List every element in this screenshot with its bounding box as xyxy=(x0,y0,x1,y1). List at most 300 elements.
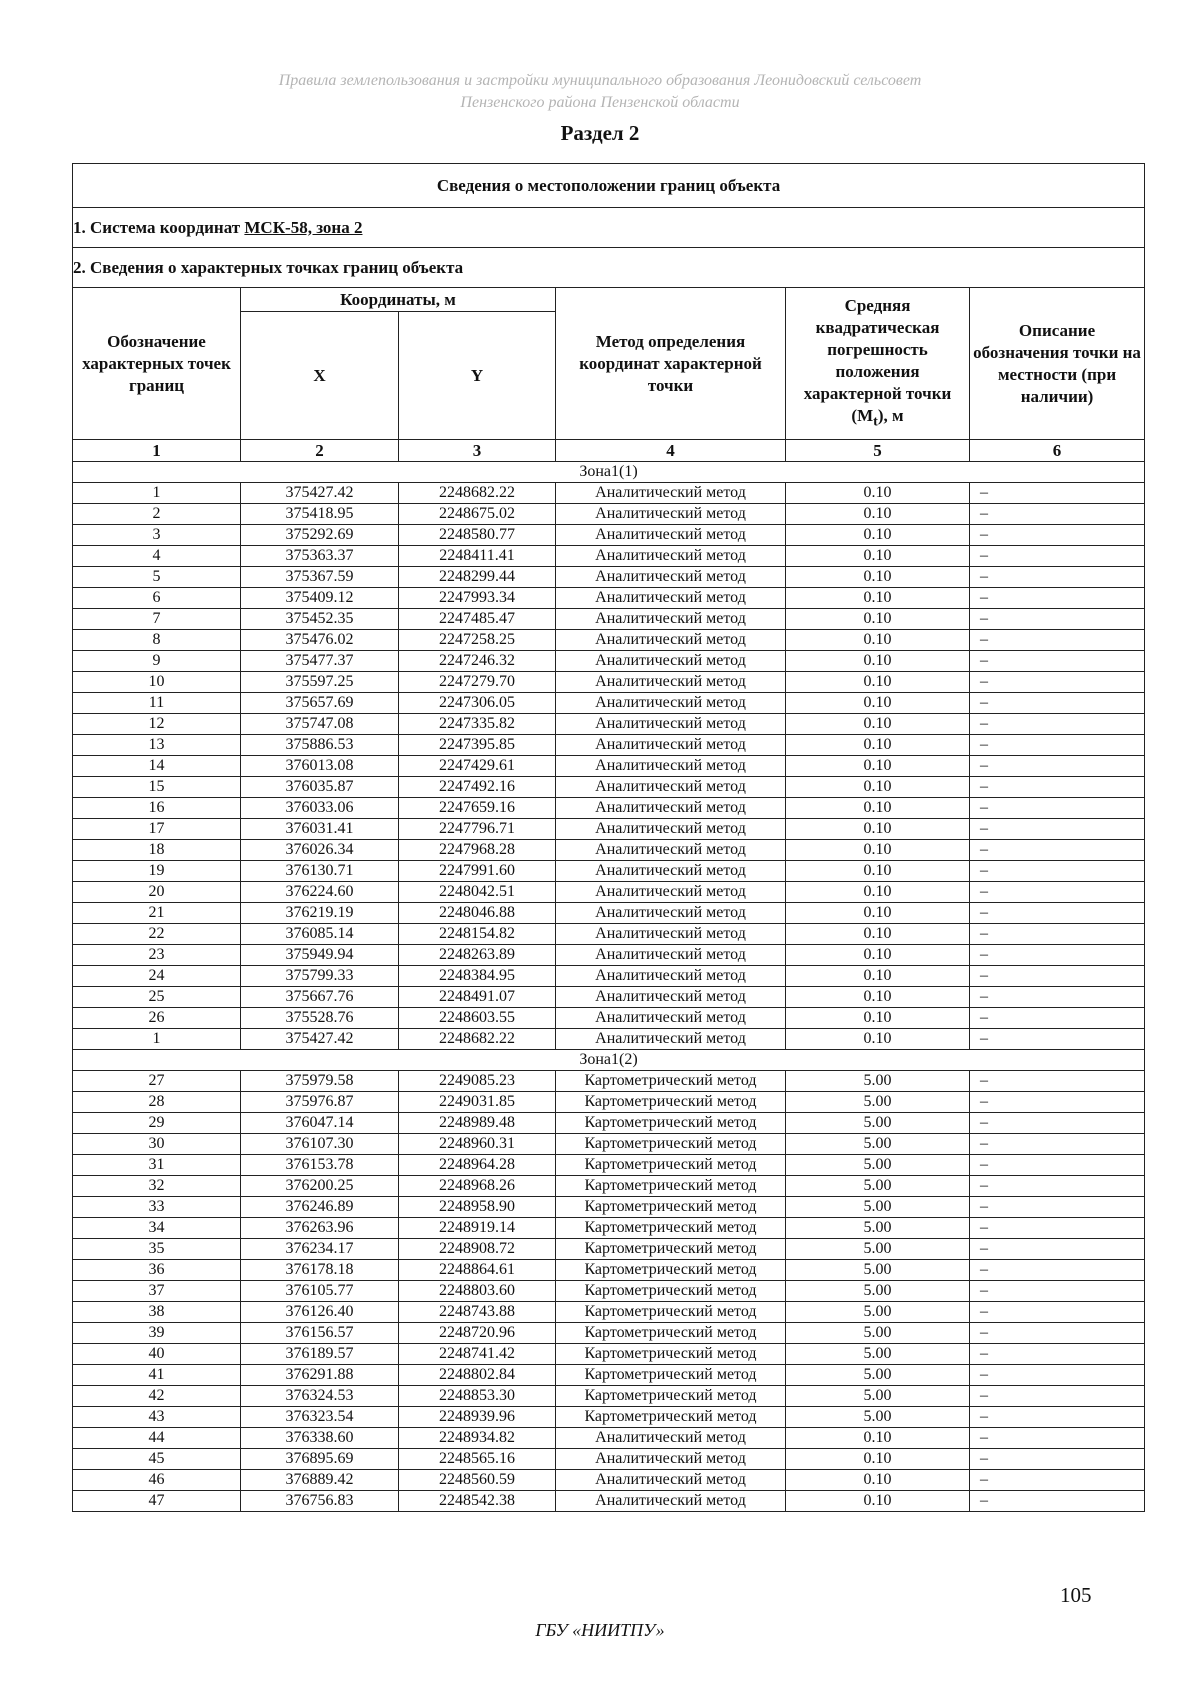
cell-error: 0.10 xyxy=(786,546,970,567)
cell-y: 2247968.28 xyxy=(399,840,556,861)
cell-method: Аналитический метод xyxy=(556,714,786,735)
cell-method: Аналитический метод xyxy=(556,1428,786,1449)
cell-error: 0.10 xyxy=(786,777,970,798)
table-row xyxy=(73,882,1145,903)
cell-y: 2248263.89 xyxy=(399,945,556,966)
cell-point-id: 12 xyxy=(73,714,241,735)
table-row xyxy=(73,1323,1145,1344)
cell-error: 5.00 xyxy=(786,1260,970,1281)
cell-point-id: 2 xyxy=(73,504,241,525)
cell-y: 2248682.22 xyxy=(399,1029,556,1050)
cell-description: – xyxy=(970,1407,1145,1428)
table-row xyxy=(73,1197,1145,1218)
cell-x: 376338.60 xyxy=(241,1428,399,1449)
cell-y: 2248720.96 xyxy=(399,1323,556,1344)
cell-point-id: 13 xyxy=(73,735,241,756)
cell-point-id: 47 xyxy=(73,1491,241,1512)
cell-description: – xyxy=(970,861,1145,882)
table-row xyxy=(73,1302,1145,1323)
cell-y: 2247395.85 xyxy=(399,735,556,756)
cell-method: Аналитический метод xyxy=(556,777,786,798)
table-row xyxy=(73,504,1145,525)
cell-description: – xyxy=(970,903,1145,924)
cell-point-id: 4 xyxy=(73,546,241,567)
cell-y: 2247993.34 xyxy=(399,588,556,609)
cell-point-id: 19 xyxy=(73,861,241,882)
cell-method: Аналитический метод xyxy=(556,546,786,567)
cell-x: 375418.95 xyxy=(241,504,399,525)
table-row xyxy=(73,1260,1145,1281)
column-number: 5 xyxy=(786,440,970,462)
cell-error: 0.10 xyxy=(786,567,970,588)
table-row xyxy=(73,924,1145,945)
cell-point-id: 31 xyxy=(73,1155,241,1176)
cell-x: 376153.78 xyxy=(241,1155,399,1176)
cell-point-id: 32 xyxy=(73,1176,241,1197)
cell-method: Картометрический метод xyxy=(556,1323,786,1344)
cell-x: 376895.69 xyxy=(241,1449,399,1470)
cell-point-id: 37 xyxy=(73,1281,241,1302)
cell-y: 2248565.16 xyxy=(399,1449,556,1470)
table-row xyxy=(73,609,1145,630)
cell-point-id: 23 xyxy=(73,945,241,966)
cell-x: 376035.87 xyxy=(241,777,399,798)
cell-x: 375292.69 xyxy=(241,525,399,546)
cell-point-id: 45 xyxy=(73,1449,241,1470)
cell-point-id: 1 xyxy=(73,483,241,504)
cell-x: 375477.37 xyxy=(241,651,399,672)
cell-error: 0.10 xyxy=(786,882,970,903)
cell-description: – xyxy=(970,567,1145,588)
cell-error: 5.00 xyxy=(786,1323,970,1344)
cell-point-id: 9 xyxy=(73,651,241,672)
table-row xyxy=(73,651,1145,672)
cell-description: – xyxy=(970,945,1145,966)
cell-method: Картометрический метод xyxy=(556,1134,786,1155)
cell-y: 2248682.22 xyxy=(399,483,556,504)
cell-method: Аналитический метод xyxy=(556,1491,786,1512)
table-row xyxy=(73,945,1145,966)
cell-error: 0.10 xyxy=(786,1470,970,1491)
table-row xyxy=(73,567,1145,588)
cell-y: 2248560.59 xyxy=(399,1470,556,1491)
table-row xyxy=(73,588,1145,609)
cell-point-id: 10 xyxy=(73,672,241,693)
page-number: 105 xyxy=(1060,1583,1092,1607)
cell-point-id: 41 xyxy=(73,1365,241,1386)
cell-method: Аналитический метод xyxy=(556,1470,786,1491)
column-number: 6 xyxy=(970,440,1145,462)
cell-point-id: 16 xyxy=(73,798,241,819)
table-row xyxy=(73,798,1145,819)
cell-point-id: 30 xyxy=(73,1134,241,1155)
cell-error: 5.00 xyxy=(786,1092,970,1113)
header-x: X xyxy=(241,312,399,440)
cell-y: 2248989.48 xyxy=(399,1113,556,1134)
cell-description: – xyxy=(970,777,1145,798)
table-row xyxy=(73,1281,1145,1302)
cell-y: 2248299.44 xyxy=(399,567,556,588)
cell-y: 2247279.70 xyxy=(399,672,556,693)
cell-point-id: 46 xyxy=(73,1470,241,1491)
cell-method: Аналитический метод xyxy=(556,819,786,840)
cell-point-id: 7 xyxy=(73,609,241,630)
cell-method: Картометрический метод xyxy=(556,1239,786,1260)
cell-x: 375409.12 xyxy=(241,588,399,609)
cell-point-id: 26 xyxy=(73,1008,241,1029)
column-number: 2 xyxy=(241,440,399,462)
cell-description: – xyxy=(970,609,1145,630)
cell-y: 2248939.96 xyxy=(399,1407,556,1428)
cell-y: 2247258.25 xyxy=(399,630,556,651)
cell-method: Картометрический метод xyxy=(556,1344,786,1365)
header-mean-error xyxy=(786,288,970,440)
cell-method: Аналитический метод xyxy=(556,609,786,630)
cell-description: – xyxy=(970,1113,1145,1134)
cell-description: – xyxy=(970,924,1145,945)
document-header xyxy=(0,70,1200,114)
cell-point-id: 43 xyxy=(73,1407,241,1428)
header-description: Описание обозначения точки на местности (при наличии) xyxy=(970,288,1145,440)
footer: ГБУ «НИИТПУ» xyxy=(535,1620,665,1640)
cell-y: 2248964.28 xyxy=(399,1155,556,1176)
cell-description: – xyxy=(970,1092,1145,1113)
cell-x: 376189.57 xyxy=(241,1344,399,1365)
cell-point-id: 42 xyxy=(73,1386,241,1407)
cell-description: – xyxy=(970,966,1145,987)
header-method: Метод определения координат характерной точки xyxy=(556,288,786,440)
cell-method: Аналитический метод xyxy=(556,966,786,987)
cell-method: Аналитический метод xyxy=(556,567,786,588)
table-row xyxy=(73,1113,1145,1134)
cell-method: Аналитический метод xyxy=(556,1449,786,1470)
cell-y: 2247492.16 xyxy=(399,777,556,798)
header-mean-error-text: Средняя квадратическая погрешность положения характерной точки (M xyxy=(803,295,952,425)
cell-description: – xyxy=(970,504,1145,525)
table-row xyxy=(73,1071,1145,1092)
cell-error: 0.10 xyxy=(786,756,970,777)
cell-error: 5.00 xyxy=(786,1407,970,1428)
table-row xyxy=(73,1218,1145,1239)
header-mean-error-subscript: t xyxy=(873,413,878,430)
table-row xyxy=(73,1176,1145,1197)
cell-method: Картометрический метод xyxy=(556,1197,786,1218)
table-row xyxy=(73,1239,1145,1260)
cell-x: 375476.02 xyxy=(241,630,399,651)
cell-point-id: 33 xyxy=(73,1197,241,1218)
table-row xyxy=(73,1155,1145,1176)
cell-description: – xyxy=(970,651,1145,672)
table-row xyxy=(73,693,1145,714)
cell-description: – xyxy=(970,588,1145,609)
section-title: Раздел 2 xyxy=(560,121,640,145)
cell-x: 376234.17 xyxy=(241,1239,399,1260)
cell-point-id: 8 xyxy=(73,630,241,651)
cell-x: 376130.71 xyxy=(241,861,399,882)
table-row xyxy=(73,1029,1145,1050)
cell-description: – xyxy=(970,714,1145,735)
cell-method: Картометрический метод xyxy=(556,1176,786,1197)
cell-y: 2248411.41 xyxy=(399,546,556,567)
cell-error: 5.00 xyxy=(786,1155,970,1176)
table-row xyxy=(73,1008,1145,1029)
table-row xyxy=(73,840,1145,861)
cell-point-id: 18 xyxy=(73,840,241,861)
cell-method: Аналитический метод xyxy=(556,588,786,609)
table-row xyxy=(73,966,1145,987)
cell-x: 375976.87 xyxy=(241,1092,399,1113)
table-row xyxy=(73,1386,1145,1407)
table-row xyxy=(73,861,1145,882)
table-row xyxy=(73,1428,1145,1449)
cell-error: 0.10 xyxy=(786,1449,970,1470)
cell-x: 376200.25 xyxy=(241,1176,399,1197)
cell-error: 0.10 xyxy=(786,1491,970,1512)
coordinate-system-value: МСК-58, зона 2 xyxy=(244,217,363,237)
cell-description: – xyxy=(970,1428,1145,1449)
cell-error: 5.00 xyxy=(786,1386,970,1407)
cell-error: 5.00 xyxy=(786,1239,970,1260)
cell-x: 375528.76 xyxy=(241,1008,399,1029)
cell-x: 376047.14 xyxy=(241,1113,399,1134)
cell-x: 375657.69 xyxy=(241,693,399,714)
cell-method: Аналитический метод xyxy=(556,735,786,756)
cell-method: Аналитический метод xyxy=(556,1029,786,1050)
cell-point-id: 36 xyxy=(73,1260,241,1281)
cell-error: 0.10 xyxy=(786,672,970,693)
cell-y: 2247796.71 xyxy=(399,819,556,840)
cell-description: – xyxy=(970,1302,1145,1323)
cell-y: 2248960.31 xyxy=(399,1134,556,1155)
cell-error: 5.00 xyxy=(786,1281,970,1302)
cell-method: Аналитический метод xyxy=(556,525,786,546)
table-row xyxy=(73,546,1145,567)
cell-x: 376263.96 xyxy=(241,1218,399,1239)
cell-description: – xyxy=(970,756,1145,777)
cell-description: – xyxy=(970,483,1145,504)
cell-y: 2247991.60 xyxy=(399,861,556,882)
cell-error: 5.00 xyxy=(786,1113,970,1134)
cell-x: 376219.19 xyxy=(241,903,399,924)
cell-method: Картометрический метод xyxy=(556,1386,786,1407)
cell-x: 376107.30 xyxy=(241,1134,399,1155)
cell-y: 2248864.61 xyxy=(399,1260,556,1281)
cell-error: 0.10 xyxy=(786,609,970,630)
cell-description: – xyxy=(970,798,1145,819)
cell-method: Картометрический метод xyxy=(556,1113,786,1134)
table-row xyxy=(73,1407,1145,1428)
cell-description: – xyxy=(970,1071,1145,1092)
cell-y: 2248802.84 xyxy=(399,1365,556,1386)
table-row xyxy=(73,525,1145,546)
boundary-points-table xyxy=(72,163,1145,1512)
cell-description: – xyxy=(970,882,1145,903)
cell-description: – xyxy=(970,1344,1145,1365)
cell-x: 376085.14 xyxy=(241,924,399,945)
cell-x: 376178.18 xyxy=(241,1260,399,1281)
cell-y: 2248803.60 xyxy=(399,1281,556,1302)
cell-error: 0.10 xyxy=(786,798,970,819)
table-row xyxy=(73,1092,1145,1113)
cell-description: – xyxy=(970,1449,1145,1470)
cell-error: 0.10 xyxy=(786,735,970,756)
cell-description: – xyxy=(970,1029,1145,1050)
cell-method: Аналитический метод xyxy=(556,987,786,1008)
cell-y: 2247306.05 xyxy=(399,693,556,714)
cell-point-id: 40 xyxy=(73,1344,241,1365)
cell-y: 2248542.38 xyxy=(399,1491,556,1512)
cell-x: 376756.83 xyxy=(241,1491,399,1512)
cell-error: 0.10 xyxy=(786,651,970,672)
cell-point-id: 29 xyxy=(73,1113,241,1134)
cell-method: Аналитический метод xyxy=(556,882,786,903)
cell-description: – xyxy=(970,630,1145,651)
cell-y: 2248603.55 xyxy=(399,1008,556,1029)
cell-description: – xyxy=(970,1386,1145,1407)
cell-error: 5.00 xyxy=(786,1218,970,1239)
cell-y: 2248743.88 xyxy=(399,1302,556,1323)
cell-point-id: 34 xyxy=(73,1218,241,1239)
cell-error: 0.10 xyxy=(786,840,970,861)
cell-method: Картометрический метод xyxy=(556,1092,786,1113)
cell-method: Аналитический метод xyxy=(556,756,786,777)
cell-error: 0.10 xyxy=(786,504,970,525)
cell-y: 2247246.32 xyxy=(399,651,556,672)
cell-x: 376889.42 xyxy=(241,1470,399,1491)
cell-y: 2248042.51 xyxy=(399,882,556,903)
cell-error: 5.00 xyxy=(786,1134,970,1155)
cell-method: Картометрический метод xyxy=(556,1260,786,1281)
table-row xyxy=(73,819,1145,840)
cell-description: – xyxy=(970,819,1145,840)
cell-point-id: 22 xyxy=(73,924,241,945)
cell-x: 375597.25 xyxy=(241,672,399,693)
cell-error: 0.10 xyxy=(786,588,970,609)
cell-method: Картометрический метод xyxy=(556,1155,786,1176)
cell-error: 5.00 xyxy=(786,1365,970,1386)
cell-point-id: 15 xyxy=(73,777,241,798)
cell-point-id: 39 xyxy=(73,1323,241,1344)
cell-y: 2247485.47 xyxy=(399,609,556,630)
cell-point-id: 44 xyxy=(73,1428,241,1449)
cell-y: 2248580.77 xyxy=(399,525,556,546)
cell-y: 2248154.82 xyxy=(399,924,556,945)
table-row xyxy=(73,756,1145,777)
cell-method: Картометрический метод xyxy=(556,1365,786,1386)
table-row xyxy=(73,1491,1145,1512)
table-row xyxy=(73,1344,1145,1365)
cell-y: 2248908.72 xyxy=(399,1239,556,1260)
cell-point-id: 11 xyxy=(73,693,241,714)
zone-row xyxy=(73,462,1145,483)
cell-point-id: 21 xyxy=(73,903,241,924)
cell-description: – xyxy=(970,546,1145,567)
header-coordinates: Координаты, м xyxy=(241,288,556,312)
cell-description: – xyxy=(970,1197,1145,1218)
coordinate-system-label: 1. Система координат xyxy=(73,217,245,237)
cell-error: 5.00 xyxy=(786,1344,970,1365)
column-number: 1 xyxy=(73,440,241,462)
table-row xyxy=(73,483,1145,504)
cell-point-id: 35 xyxy=(73,1239,241,1260)
table-row xyxy=(73,987,1145,1008)
table-title: Сведения о местоположении границ объекта xyxy=(73,164,1145,208)
cell-y: 2247659.16 xyxy=(399,798,556,819)
cell-error: 5.00 xyxy=(786,1197,970,1218)
cell-description: – xyxy=(970,672,1145,693)
header-y: Y xyxy=(399,312,556,440)
cell-x: 375427.42 xyxy=(241,483,399,504)
cell-x: 376013.08 xyxy=(241,756,399,777)
cell-x: 375452.35 xyxy=(241,609,399,630)
cell-description: – xyxy=(970,1176,1145,1197)
cell-method: Аналитический метод xyxy=(556,903,786,924)
cell-x: 375667.76 xyxy=(241,987,399,1008)
cell-x: 376031.41 xyxy=(241,819,399,840)
table-row xyxy=(73,714,1145,735)
cell-error: 0.10 xyxy=(786,714,970,735)
table-row xyxy=(73,1449,1145,1470)
cell-description: – xyxy=(970,1323,1145,1344)
cell-method: Аналитический метод xyxy=(556,630,786,651)
document-header-line1: Правила землепользования и застройки муниципального образования Леонидовский сельсовет xyxy=(278,72,922,89)
cell-method: Картометрический метод xyxy=(556,1281,786,1302)
cell-error: 0.10 xyxy=(786,630,970,651)
table-row xyxy=(73,672,1145,693)
cell-method: Картометрический метод xyxy=(556,1407,786,1428)
cell-y: 2248919.14 xyxy=(399,1218,556,1239)
cell-y: 2248741.42 xyxy=(399,1344,556,1365)
cell-error: 0.10 xyxy=(786,525,970,546)
cell-y: 2248384.95 xyxy=(399,966,556,987)
cell-y: 2248046.88 xyxy=(399,903,556,924)
cell-point-id: 6 xyxy=(73,588,241,609)
table-row xyxy=(73,903,1145,924)
cell-error: 0.10 xyxy=(786,483,970,504)
cell-x: 375886.53 xyxy=(241,735,399,756)
points-section-title: 2. Сведения о характерных точках границ объекта xyxy=(73,248,1145,288)
table-row xyxy=(73,1470,1145,1491)
cell-x: 376324.53 xyxy=(241,1386,399,1407)
cell-error: 0.10 xyxy=(786,1008,970,1029)
cell-point-id: 28 xyxy=(73,1092,241,1113)
cell-error: 0.10 xyxy=(786,819,970,840)
cell-error: 5.00 xyxy=(786,1302,970,1323)
cell-description: – xyxy=(970,840,1145,861)
cell-x: 376224.60 xyxy=(241,882,399,903)
zone-label: Зона1(1) xyxy=(73,462,1145,483)
cell-point-id: 3 xyxy=(73,525,241,546)
cell-y: 2248934.82 xyxy=(399,1428,556,1449)
cell-description: – xyxy=(970,1491,1145,1512)
cell-x: 375799.33 xyxy=(241,966,399,987)
cell-error: 0.10 xyxy=(786,966,970,987)
cell-y: 2248958.90 xyxy=(399,1197,556,1218)
cell-point-id: 14 xyxy=(73,756,241,777)
cell-method: Аналитический метод xyxy=(556,483,786,504)
cell-x: 375367.59 xyxy=(241,567,399,588)
cell-point-id: 20 xyxy=(73,882,241,903)
cell-method: Аналитический метод xyxy=(556,1008,786,1029)
cell-error: 0.10 xyxy=(786,693,970,714)
cell-description: – xyxy=(970,1218,1145,1239)
cell-point-id: 1 xyxy=(73,1029,241,1050)
zone-row xyxy=(73,1050,1145,1071)
header-mean-error-unit: ), м xyxy=(877,405,904,425)
cell-description: – xyxy=(970,1155,1145,1176)
cell-point-id: 25 xyxy=(73,987,241,1008)
cell-description: – xyxy=(970,1281,1145,1302)
